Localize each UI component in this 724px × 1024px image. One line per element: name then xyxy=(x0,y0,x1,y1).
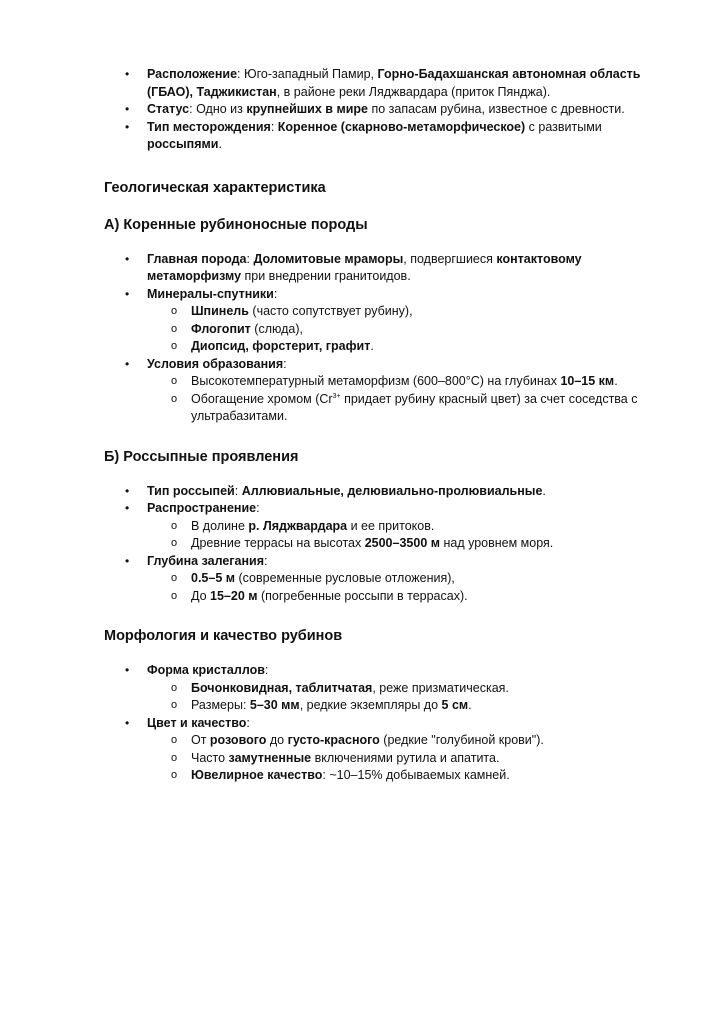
subsection-heading-bedrock: А) Коренные рубиноносные породы xyxy=(104,216,368,233)
list-item: • Статус: Одно из крупнейших в мире по запасам рубина, известное с древности. xyxy=(104,101,664,119)
sublist-item: o Древние террасы на высотах 2500–3500 м над уровнем моря. xyxy=(147,535,664,553)
sublist xyxy=(147,680,664,715)
sublist xyxy=(147,518,664,553)
sublist-item: o До 15–20 м (погребенные россыпи в террасах). xyxy=(147,588,664,606)
sublist xyxy=(147,303,664,356)
intro-list xyxy=(104,66,664,154)
sublist xyxy=(147,570,664,605)
list-item-text: Глубина залегания: xyxy=(147,553,268,568)
placer-list xyxy=(104,483,664,606)
list-item-text: Условия образования: xyxy=(147,356,287,371)
sublist-item: o От розового до густо-красного (редкие "голубиной крови"). xyxy=(147,732,664,750)
sublist-item: o Шпинель (часто сопутствует рубину), xyxy=(147,303,664,321)
list-item xyxy=(104,553,664,606)
list-item: • Расположение: Юго-западный Памир, Горно-Бадахшанская автономная область (ГБАО), Таджикистан, в районе реки Ляджвардара (приток Пянджа). xyxy=(104,66,664,101)
list-item: • Главная порода: Доломитовые мраморы, подвергшиеся контактовому метаморфизму при внедрении гранитоидов. xyxy=(104,251,664,286)
sublist xyxy=(147,373,664,426)
sublist-item: o Обогащение хромом ($Cr^{3+}$ придает рубину красный цвет) за счет соседства с ультрабазитами. xyxy=(147,391,664,426)
list-item xyxy=(104,356,664,426)
document-page xyxy=(104,66,664,785)
list-item-text: Минералы-спутники: xyxy=(147,286,278,301)
list-item-text: Цвет и качество: xyxy=(147,715,250,730)
list-item xyxy=(104,500,664,553)
list-item xyxy=(104,662,664,715)
sublist-item: o Размеры: 5–30 мм, редкие экземпляры до 5 см. xyxy=(147,697,664,715)
section-heading-geology: Геологическая характеристика xyxy=(104,179,326,196)
sublist-item: o Бочонковидная, таблитчатая, реже призматическая. xyxy=(147,680,664,698)
sublist-item: o В долине р. Ляджвардара и ее притоков. xyxy=(147,518,664,536)
sublist-item: o Диопсид, форстерит, графит. xyxy=(147,338,664,356)
list-item: • Тип россыпей: Аллювиальные, делювиально-пролювиальные. xyxy=(104,483,664,501)
sublist xyxy=(147,732,664,785)
list-item-text: Форма кристаллов: xyxy=(147,663,269,677)
list-item-text: Распространение: xyxy=(147,501,260,515)
sublist-item: o 0.5–5 м (современные русловые отложения), xyxy=(147,570,664,588)
list-item xyxy=(104,286,664,356)
sublist-item: o Ювелирное качество: ~10–15% добываемых камней. xyxy=(147,767,664,785)
sublist-item: o Высокотемпературный метаморфизм (600–800°C) на глубинах 10–15 км. xyxy=(147,373,664,391)
bedrock-list xyxy=(104,251,664,426)
morphology-list xyxy=(104,662,664,785)
sublist-item: o Флогопит (слюда), xyxy=(147,321,664,339)
section-heading-morphology: Морфология и качество рубинов xyxy=(104,628,343,644)
list-item: • Тип месторождения: Коренное (скарново-метаморфическое) с развитыми россыпями. xyxy=(104,119,664,154)
list-item xyxy=(104,715,664,785)
sublist-item: o Часто замутненные включениями рутила и апатита. xyxy=(147,750,664,768)
subsection-heading-placer: Б) Россыпные проявления xyxy=(104,448,299,465)
